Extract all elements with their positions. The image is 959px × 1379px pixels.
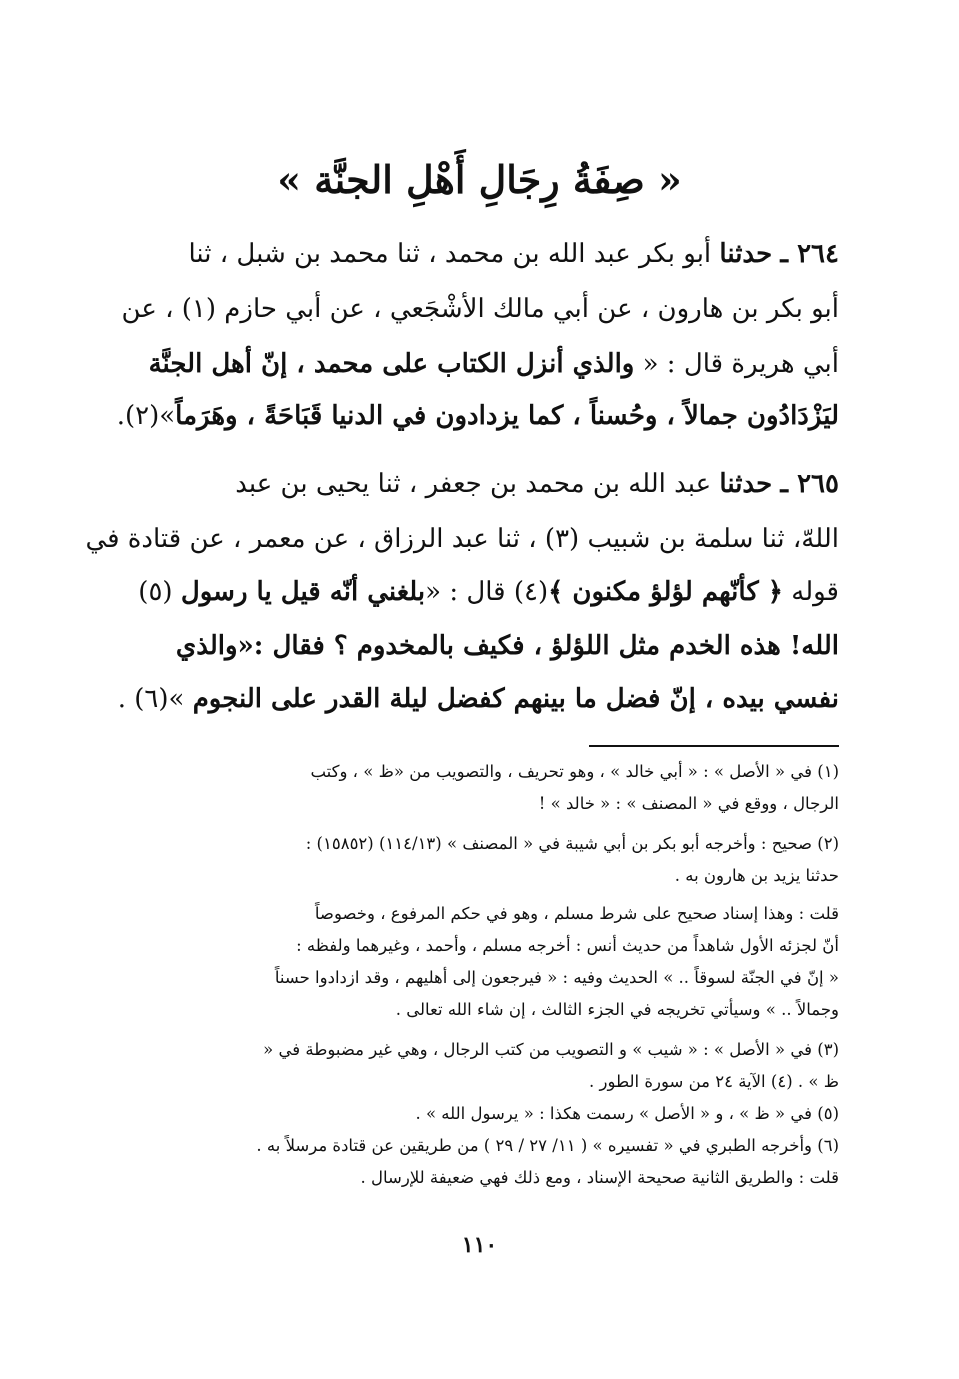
hadith-265-chain-a: عبد الله بن محمد بن جعفر ، ثنا يحيى بن عبد xyxy=(235,469,720,499)
footnote-line: قلت : والطريق الثانية صحيحة الإسناد ، ومع ذلك فهي ضعيفة للإرسال . xyxy=(360,1168,839,1187)
footnote-marker-5: (٥) xyxy=(138,577,181,607)
quran-verse: ﴿ كأنّهم لؤلؤ مكنون ﴾ xyxy=(548,577,783,607)
section-title: « صِفَةُ رِجَالِ أَهْلِ الجنَّة » xyxy=(277,157,682,202)
hadith-264-line-4 xyxy=(116,390,839,442)
footnote-line: « إنّ في الجنّة لسوقاً .. » الحديث وفيه : « فيرجعون إلى أهليهم ، وقد ازدادوا حسناً xyxy=(274,968,839,987)
hadith-265-quote-b: الله! هذه الخدم مثل اللؤلؤ ، فكيف بالمخدوم ؟ فقال :«والذي xyxy=(175,631,839,661)
hadith-265-quote-c: نفسي بيده ، إنّ فضل ما بينهم كفضل ليلة القدر على النجوم xyxy=(192,684,839,714)
hadith-264-quote-a: والذي أنزل الكتاب على محمد ، إنّ أهل الجنَّة xyxy=(148,349,635,379)
hadith-264-line-1 xyxy=(139,228,839,280)
hadith-264-number: ٢٦٤ ـ xyxy=(780,239,839,269)
hadith-265-quote-a: بلغني أنّه قيل يا رسول xyxy=(180,577,426,607)
footnote-line: الرجال ، ووقع في « المصنف » : « خالد » ! xyxy=(538,794,839,813)
hadith-264-line-2 xyxy=(121,283,839,335)
footnote-divider xyxy=(589,745,839,747)
hadith-265-qawluh: قوله xyxy=(783,577,839,607)
hadith-265-line-2 xyxy=(85,513,839,565)
hadith-265-chain-b: اللهّ، ثنا سلمة بن شبيب (٣) ، ثنا عبد الرزاق ، عن معمر ، عن قتادة في xyxy=(85,524,839,554)
hadith-264-line-3 xyxy=(139,338,839,390)
footnote-line: وجمالاً .. » وسيأتي تخريجه في الجزء الثالث ، إن شاء الله تعالى . xyxy=(395,1000,839,1019)
hadith-265-line-5 xyxy=(117,673,839,725)
hadith-265-qala: (٤) قال : « xyxy=(425,577,549,607)
hadith-264-end: »(٢). xyxy=(116,401,176,431)
hadith-264-narrator: أبي هريرة قال : « xyxy=(634,349,839,379)
hadith-265-line-3 xyxy=(139,566,839,618)
footnote-line: حدثنا يزيد بن هارون به . xyxy=(674,866,839,885)
hadith-264-chain-a: أبو بكر عبد الله بن محمد ، ثنا محمد بن شبل ، ثنا xyxy=(188,239,720,269)
footnote-line: (٥) في « ظ » ، و « الأصل » رسمت هكذا : « يرسول الله » . xyxy=(415,1104,839,1123)
footnote-line: قلت : وهذا إسناد صحيح على شرط مسلم ، وهو في حكم المرفوع ، وخصوصاً xyxy=(314,904,839,923)
hadith-265-number: ٢٦٥ ـ xyxy=(780,469,839,499)
footnote-line: (٦) وأخرجه الطبري في « تفسيره » ( ١١/ ٢٧ / ٢٩ ) من طريقين عن قتادة مرسلاً به . xyxy=(256,1136,839,1155)
hadith-264-quote-b: ليَزْدَادُون جمالاً ، وحُسناً ، كما يزدادون في الدنيا قَبَاحَةً ، وهَرَماً xyxy=(175,401,839,431)
hadith-264-chain-b: أبو بكر بن هارون ، عن أبي مالك الأشْجَعي ، عن أبي حازم (١) ، عن xyxy=(121,294,839,324)
hadith-265-line-4 xyxy=(139,620,839,672)
footnote-line: (١) في « الأصل » : « أبي خالد » ، وهو تحريف ، والتصويب من «ظ » ، وكتب xyxy=(310,762,839,781)
hadith-265-line-1 xyxy=(139,458,839,510)
footnote-line: ظ » . (٤) الآية ٢٤ من سورة الطور . xyxy=(589,1072,839,1091)
hadith-265-end: »(٦) . xyxy=(117,684,193,714)
hadith-264-label: حدثنا xyxy=(719,239,773,269)
hadith-265-label: حدثنا xyxy=(719,469,773,499)
page-number: ١١٠ xyxy=(461,1232,498,1258)
footnote-line: (٣) في « الأصل » : « شيب » و التصويب من كتب الرجال ، وهي غير مضبوطة في « xyxy=(263,1040,839,1059)
footnote-line: (٢) صحيح : وأخرجه أبو بكر بن أبي شيبة في « المصنف » (١١٤/١٣) (١٥٨٥٢) : xyxy=(305,834,839,853)
footnote-line: أنّ لجزئه الأول شاهداً من حديث أنس : أخرجه مسلم ، وأحمد ، وغيرهما ولفظه : xyxy=(296,936,839,955)
